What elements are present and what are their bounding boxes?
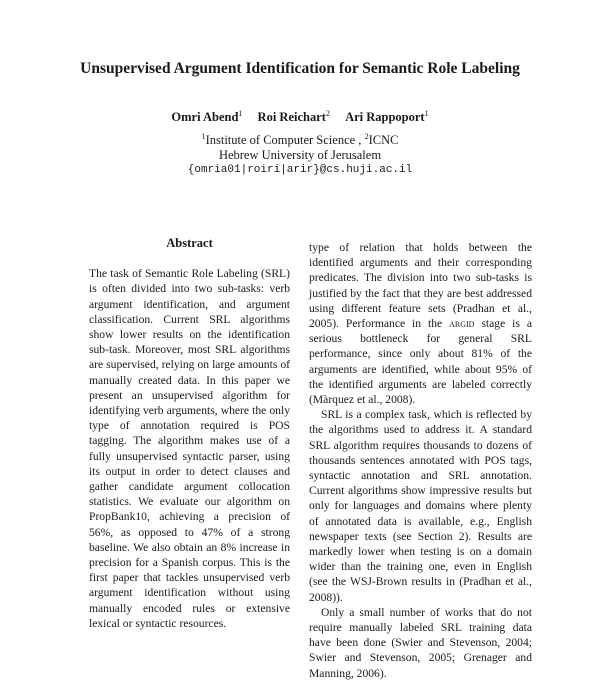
intro-paragraph: SRL is a complex task, which is reflected by the algorithms used to address it. A standard SRL algorithm requires thousands to dozens of thousands sentences annotated with POS tags, syntactic annotation and SRL annotation. Current algorithms show impressive results but only for languages and domains where plenty of annotated data is available, e.g., English newspaper texts (see Section 2). Results are markedly lower when testing is on a domain wider than the training one, even in English (see the WSJ-Brown results in (Pradhan et al., 2008)). (309, 408, 532, 604)
right-column (309, 240, 532, 681)
paper-title: Unsupervised Argument Identification for Semantic Role Labeling (80, 60, 520, 77)
intro-paragraph: Only a small number of works that do not require manually labeled SRL training data have been done (Swier and Stevenson, 2004; Swier and Stevenson, 2005; Grenager and Manning, 2006). (309, 605, 532, 680)
email-address: {omria01|roiri|arir}@cs.huji.ac.il (187, 164, 413, 176)
affiliation-block (0, 133, 600, 178)
left-column (89, 236, 290, 631)
author-name: Omri Abend$^1$ (171, 108, 243, 124)
institutions: $^1$Institute of Computer Science , $^2$ICNC (201, 131, 399, 147)
author-list (0, 110, 600, 125)
abstract-heading: Abstract (166, 236, 213, 250)
author-name: Ari Rappoport$^1$ (345, 108, 429, 124)
argid-term: argid (449, 317, 475, 331)
intro-paragraph: type of relation that holds between the identified arguments and their corresponding predicates. The division into two sub-tasks is justified by the fact that they are best addressed using different feature sets (Pradhan et al., 2005). Performance in the argid stage is a serious bottleneck for general SRL performance, since only about 81% of the arguments are identified, while about 95% of the identified arguments are labeled correctly (Màrquez et al., 2008). (309, 241, 532, 407)
university: Hebrew University of Jerusalem (218, 148, 382, 162)
author-name: Roi Reichart$^2$ (257, 108, 330, 124)
abstract-text: The task of Semantic Role Labeling (SRL) is often divided into two sub-tasks: verb argument identification, and argument classification. Current SRL algorithms show lower results on the identification sub-task. Moreover, most SRL algorithms are supervised, relying on large amounts of manually created data. In this paper we present an unsupervised algorithm for identifying verb arguments, where the only type of annotation required is POS tagging. The algorithm makes use of a fully unsupervised syntactic parser, using its output in order to detect clauses and gather candidate argument collocation statistics. We evaluate our algorithm on PropBank10, achieving a precision of 56%, as opposed to 47% of a strong baseline. We also obtain an 8% increase in precision for a Spanish corpus. This is the first paper that tackles unsupervised verb argument identification without using manually encoded rules or extensive lexical or syntactic resources. (89, 267, 290, 630)
